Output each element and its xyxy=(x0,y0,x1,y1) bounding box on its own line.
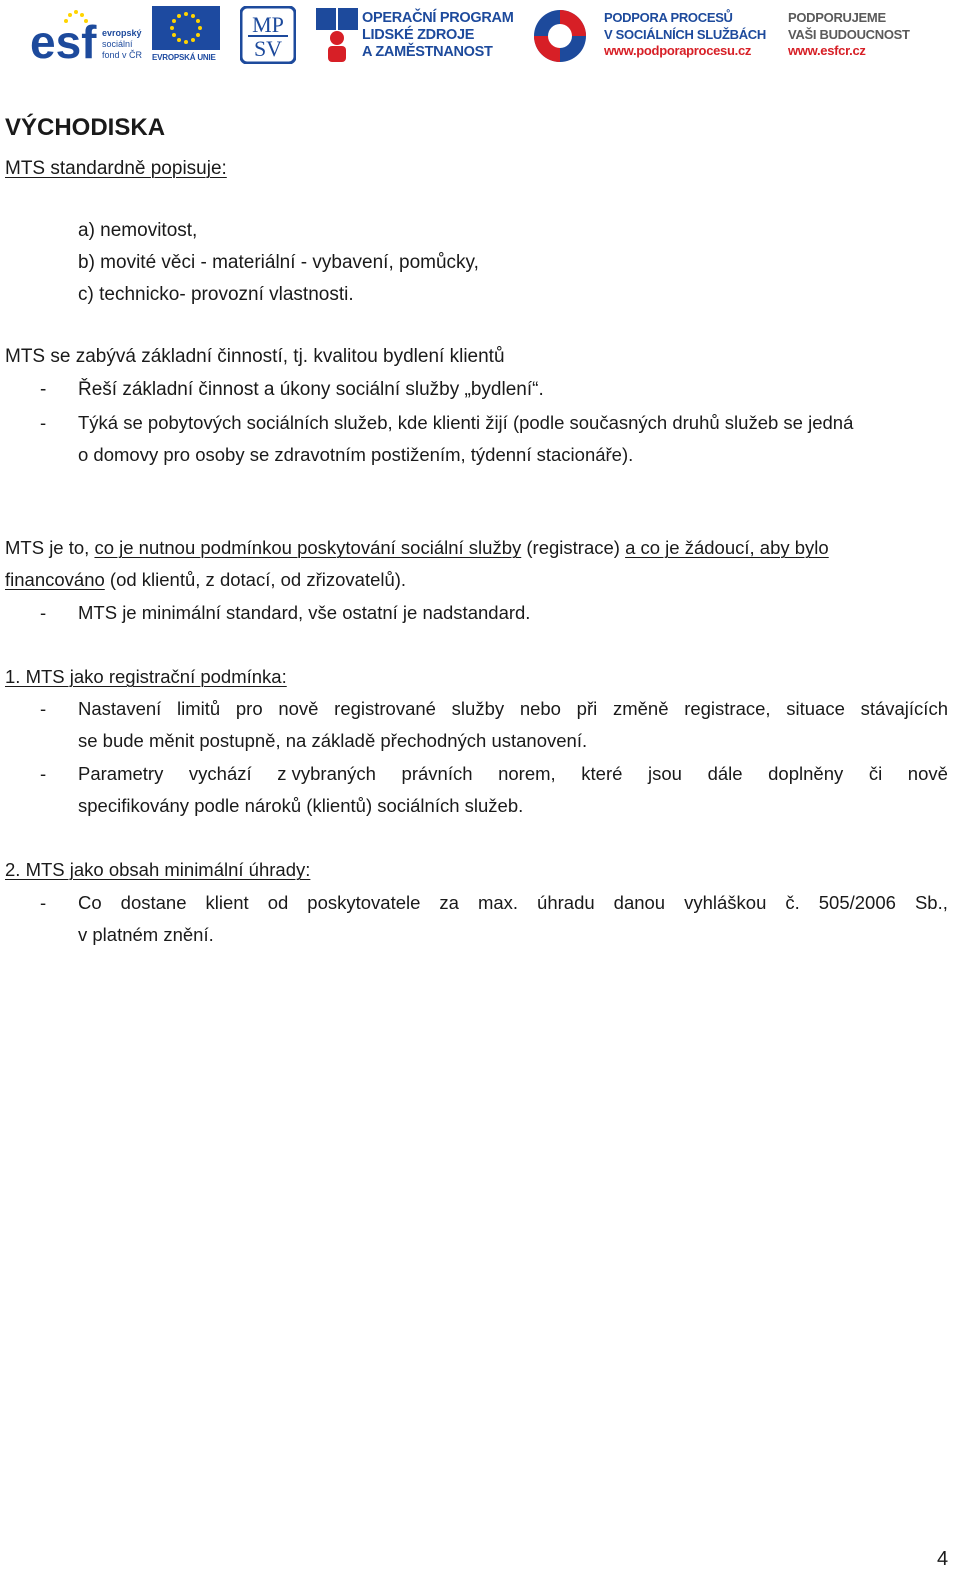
eu-logo xyxy=(152,6,220,64)
svg-text:sociální: sociální xyxy=(102,39,133,49)
page-title: VÝCHODISKA xyxy=(5,114,166,141)
list-item: c) technicko- provozní vlastnosti. xyxy=(78,284,354,305)
podpora-procesu-icon xyxy=(530,8,590,64)
eu-flag-icon xyxy=(152,6,220,50)
paragraph-line: financováno (od klientů, z dotací, od zřizovatelů). xyxy=(5,569,407,590)
intro-heading: MTS standardně popisuje: xyxy=(5,158,227,179)
bullet-text: specifikovány podle nároků (klientů) sociálních služeb. xyxy=(78,795,524,816)
page-number: 4 xyxy=(937,1548,949,1570)
list-item: b) movité věci - materiální - vybavení, pomůcky, xyxy=(78,252,479,273)
bullet-text: Řeší základní činnost a úkony sociální služby „bydlení“. xyxy=(78,379,544,400)
bullet-dash: - xyxy=(40,698,47,719)
esf-logo xyxy=(30,6,142,64)
section-heading: 1. MTS jako registrační podmínka: xyxy=(5,666,287,687)
logo-bar xyxy=(0,0,960,70)
bullet-dash: - xyxy=(40,892,47,913)
bullet-text: Co dostane klient od poskytovatele za max. úhradu danou vyhláškou č. 505/2006 Sb., xyxy=(78,892,948,913)
bullet-dash: - xyxy=(40,602,47,623)
list-item: a) nemovitost, xyxy=(78,220,198,241)
bullet-text: Parametry vychází z vybraných právních norem, které jsou dále doplněny či nově xyxy=(78,763,948,784)
bullet-text: Nastavení limitů pro nově registrované služby nebo při změně registrace, situace stávajících xyxy=(78,698,948,719)
svg-text:SV: SV xyxy=(253,36,283,61)
bullet-dash: - xyxy=(40,379,47,400)
paragraph-line: MTS je to, co je nutnou podmínkou poskytování sociální služby (registrace) a co je žádoucí, aby bylo xyxy=(5,537,829,558)
bullet-dash: - xyxy=(40,763,47,784)
bullet-text: MTS je minimální standard, vše ostatní je nadstandard. xyxy=(78,602,531,623)
podporujeme-text: PODPORUJEME VAŠI BUDOUCNOST www.esfcr.cz xyxy=(788,10,910,58)
paragraph-line: MTS se zabývá základní činností, tj. kvalitou bydlení klientů xyxy=(5,346,505,367)
svg-text:evropský: evropský xyxy=(102,28,142,38)
bullet-text: o domovy pro osoby se zdravotním postižením, týdenní stacionáře). xyxy=(78,444,634,465)
eu-label: EVROPSKÁ UNIE xyxy=(152,53,216,62)
bullet-dash: - xyxy=(40,412,47,433)
bullet-text: Týká se pobytových sociálních služeb, kde klienti žijí (podle současných druhů služeb se jedná xyxy=(78,412,854,433)
op-lzz-icon xyxy=(316,8,358,62)
svg-text:MP: MP xyxy=(252,12,284,37)
section-heading: 2. MTS jako obsah minimální úhrady: xyxy=(5,859,311,880)
svg-text:fond v ČR: fond v ČR xyxy=(102,50,142,60)
esf-wordmark: esf xyxy=(30,16,97,64)
podpora-procesu-text: PODPORA PROCESŮ V SOCIÁLNÍCH SLUŽBÁCH www.podporaprocesu.cz xyxy=(604,10,766,58)
bullet-text: se bude měnit postupně, na základě přechodných ustanovení. xyxy=(78,730,588,751)
mpsv-logo xyxy=(240,6,296,64)
bullet-text: v platném znění. xyxy=(78,924,214,945)
op-lzz-text: OPERAČNÍ PROGRAM LIDSKÉ ZDROJE A ZAMĚSTNANOST xyxy=(362,10,514,60)
